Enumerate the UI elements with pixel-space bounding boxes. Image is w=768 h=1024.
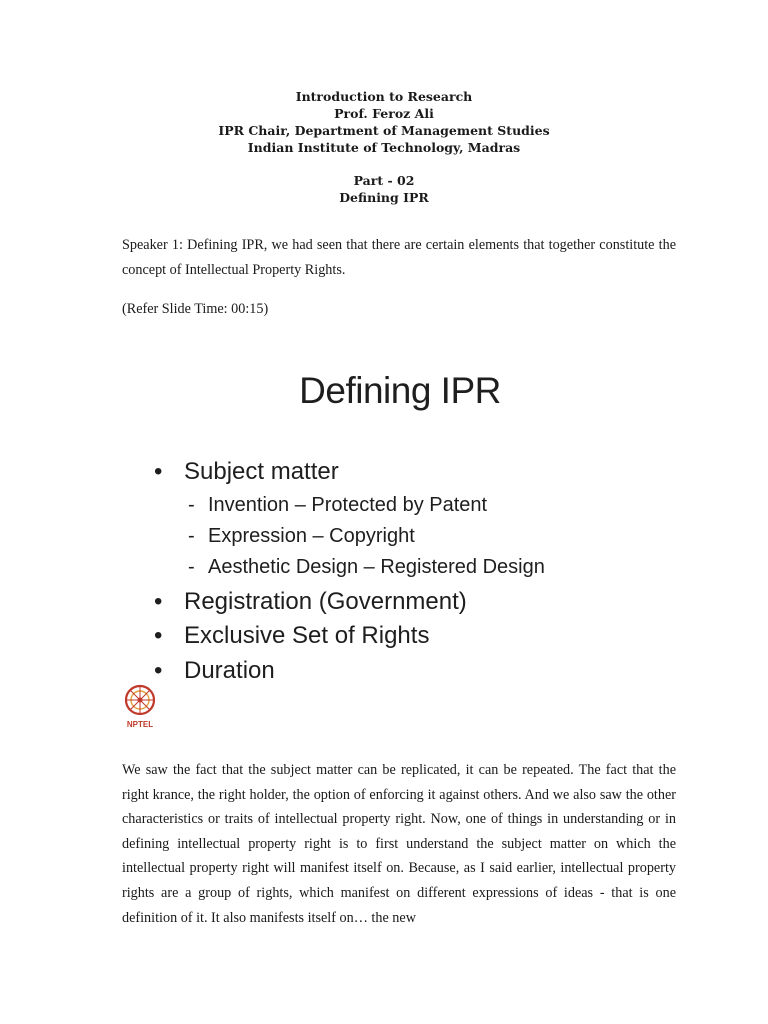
slide-bullet [154,622,429,650]
slide-sub-item [188,525,415,548]
slide-image [112,362,692,730]
department: IPR Chair, Department of Management Studies [218,123,550,138]
slide-bullet [154,657,275,685]
dash-glyph: - [188,556,195,578]
bullet-text: Duration [184,657,275,684]
transcript-paragraph-1: Speaker 1: Defining IPR, we had seen that there are certain elements that together constitute the concept of Intellectual Property Rights. [122,237,676,278]
logo-text: NPTEL [126,720,154,729]
slide-bullet [154,458,339,486]
slide-sub-item [188,556,545,579]
bullet-text: Registration (Government) [184,588,467,615]
document-header [0,88,768,156]
slide-title: Defining IPR [299,370,501,411]
bullet-glyph: • [154,588,163,615]
refer-slide-time: (Refer Slide Time: 00:15) [122,301,269,317]
dash-glyph: - [188,494,195,516]
bullet-text: Subject matter [184,458,339,485]
transcript-paragraph-2: We saw the fact that the subject matter can be replicated, it can be repeated. The fact that the right krance, the right holder, the option of enforcing it against others. And we also saw the other characteristics or traits of intellectual property right. Now, one of things in understanding or in defining intellectual property right is to first understand the subject matter on which the intellectual property right will manifest itself on. Because, as I said earlier, intellectual property rights are a group of rights, which manifest on different expressions of ideas - that is one definition of it. It also manifests itself on… the new [122,762,676,926]
slide-sub-item [188,494,487,517]
part-number: Part - 02 [353,173,415,188]
part-heading [0,172,768,206]
part-title: Defining IPR [339,190,429,205]
bullet-glyph: • [154,458,163,485]
slide-bullet [154,588,467,616]
bullet-glyph: • [154,622,163,649]
logo-wheel [126,686,154,714]
nptel-logo-icon [120,682,160,730]
dash-glyph: - [188,525,195,547]
institute: Indian Institute of Technology, Madras [247,140,521,155]
sub-item-text: Aesthetic Design – Registered Design [208,556,545,578]
sub-item-text: Expression – Copyright [208,525,415,547]
sub-item-text: Invention – Protected by Patent [208,494,488,516]
bullet-text: Exclusive Set of Rights [184,622,430,649]
professor-name: Prof. Feroz Ali [334,106,434,121]
bullet-glyph: • [154,657,163,684]
course-title: Introduction to Research [295,89,473,104]
